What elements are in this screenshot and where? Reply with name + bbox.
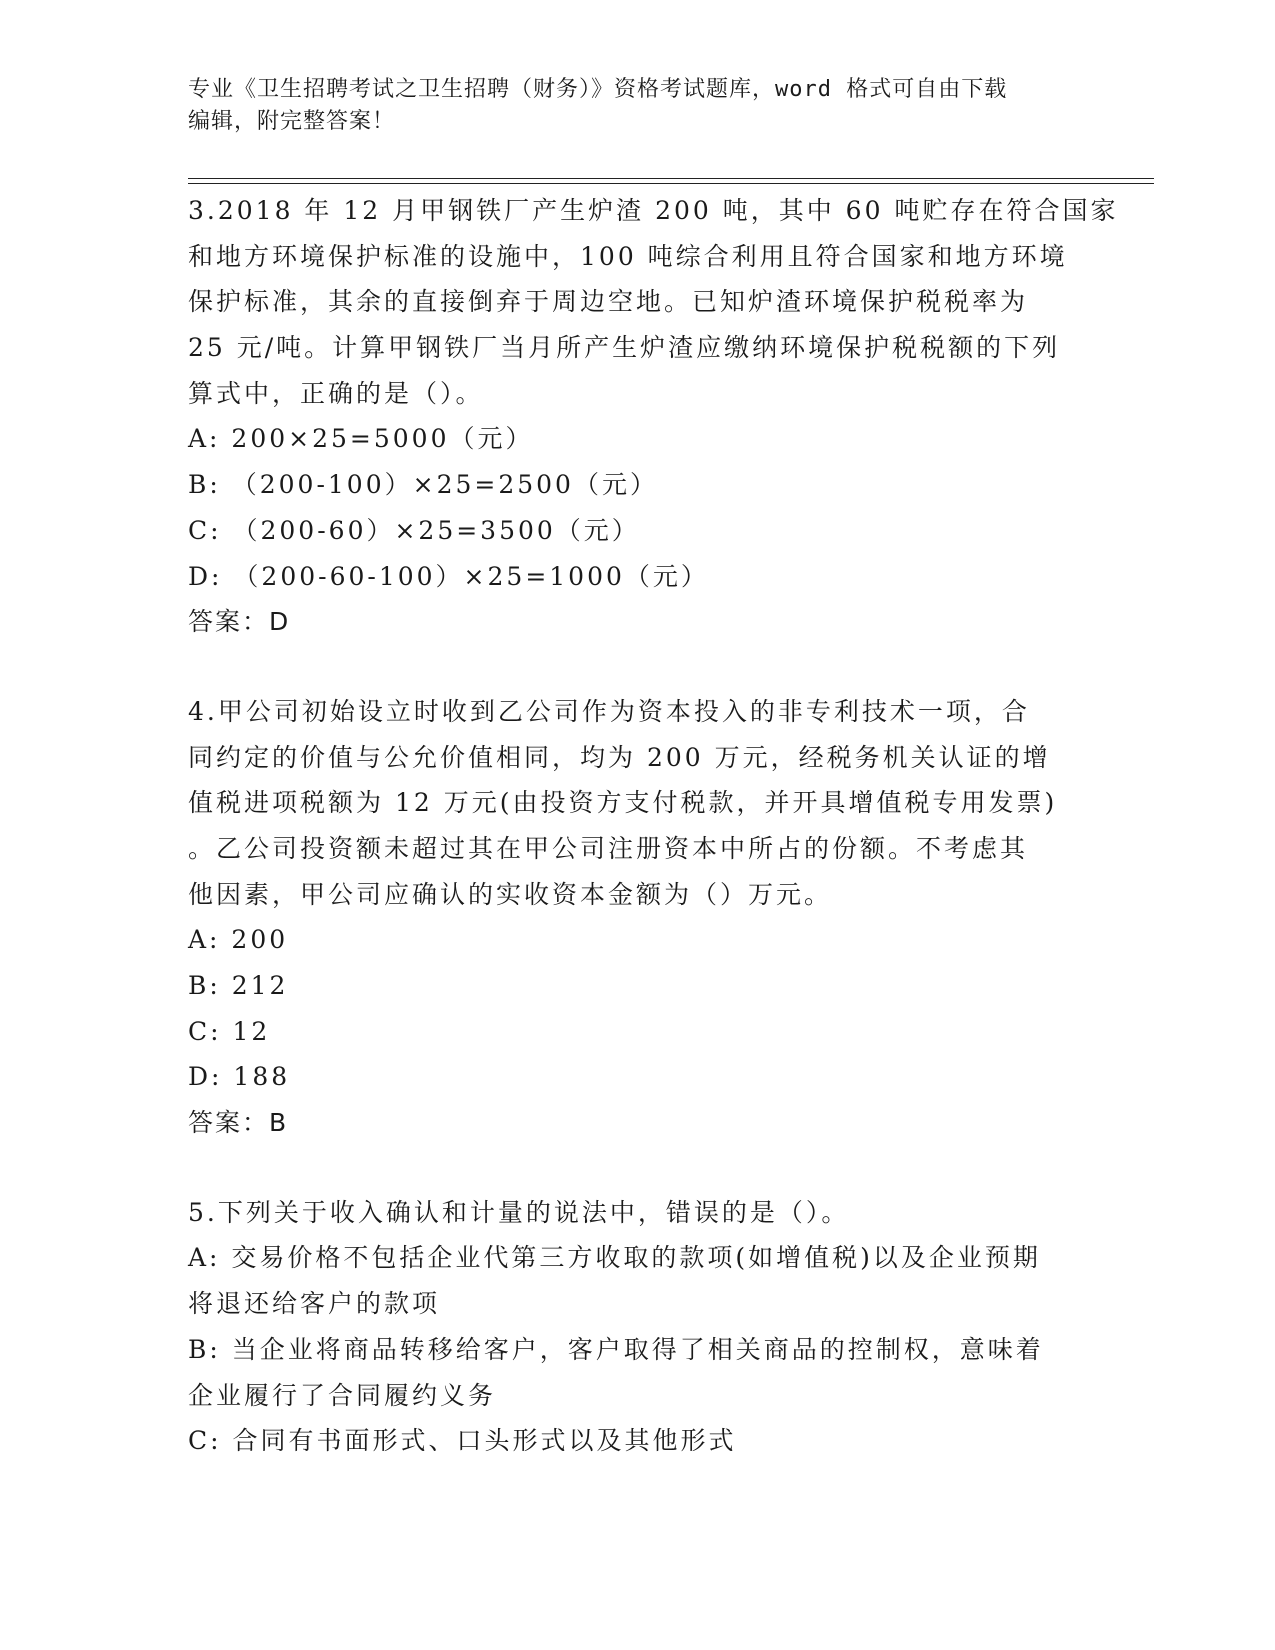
option-a: A: 交易价格不包括企业代第三方收取的款项(如增值税)以及企业预期 — [188, 1243, 1041, 1273]
document-header — [188, 74, 1068, 138]
question-4 — [188, 689, 1088, 1146]
question-list — [188, 188, 1119, 1464]
question-stem-line: 3.2018 年 12 月甲钢铁厂产生炉渣 200 吨，其中 60 吨贮存在符合国家 — [188, 196, 1119, 225]
option-b: B: （200-100）×25=2500（元） — [188, 470, 658, 500]
question-stem-line: 4.甲公司初始设立时收到乙公司作为资本投入的非专利技术一项，合 — [188, 696, 1030, 726]
question-stem-line: 同约定的价值与公允价值相同，均为 200 万元，经税务机关认证的增 — [188, 742, 1051, 772]
question-3 — [188, 188, 1119, 645]
header-line-2: 编辑，附完整答案！ — [188, 109, 396, 134]
option-b: B: 212 — [188, 971, 289, 1000]
header-line-1: 专业《卫生招聘考试之卫生招聘（财务）》资格考试题库，word 格式可自由下载 — [188, 77, 1008, 102]
question-stem-line: 算式中，正确的是（）。 — [188, 378, 484, 408]
option-c: C: （200-60）×25=3500（元） — [188, 515, 640, 545]
option-b: B: 当企业将商品转移给客户，客户取得了相关商品的控制权，意味着 — [188, 1334, 1044, 1364]
question-stem-line: 和地方环境保护标准的设施中，100 吨综合利用且符合国家和地方环境 — [188, 241, 1068, 271]
answer-label: 答案：B — [188, 1108, 289, 1138]
option-d: D: （200-60-100）×25=1000（元） — [188, 561, 709, 591]
question-5 — [188, 1190, 1088, 1464]
option-b-continued: 企业履行了合同履约义务 — [188, 1380, 497, 1410]
question-stem-line: 。乙公司投资额未超过其在甲公司注册资本中所占的份额。不考虑其 — [188, 833, 1029, 863]
question-stem-line: 5.下列关于收入确认和计量的说法中，错误的是（）。 — [188, 1197, 850, 1227]
answer-label: 答案：D — [188, 607, 291, 637]
question-stem-line: 值税进项税额为 12 万元(由投资方支付税款，并开具增值税专用发票) — [188, 788, 1058, 818]
header-divider — [188, 178, 1154, 184]
option-a: A: 200 — [188, 925, 289, 955]
question-stem-line: 他因素，甲公司应确认的实收资本金额为（）万元。 — [188, 879, 833, 909]
question-stem-line: 保护标准，其余的直接倒弃于周边空地。已知炉渣环境保护税税率为 — [188, 287, 1029, 317]
option-a: A: 200×25=5000（元） — [188, 424, 534, 454]
option-a-continued: 将退还给客户的款项 — [188, 1289, 441, 1319]
option-c: C: 合同有书面形式、口头形式以及其他形式 — [188, 1426, 737, 1456]
option-d: D: 188 — [188, 1062, 291, 1092]
option-c: C: 12 — [188, 1016, 271, 1046]
question-stem-line: 25 元/吨。计算甲钢铁厂当月所产生炉渣应缴纳环境保护税税额的下列 — [188, 333, 1061, 363]
